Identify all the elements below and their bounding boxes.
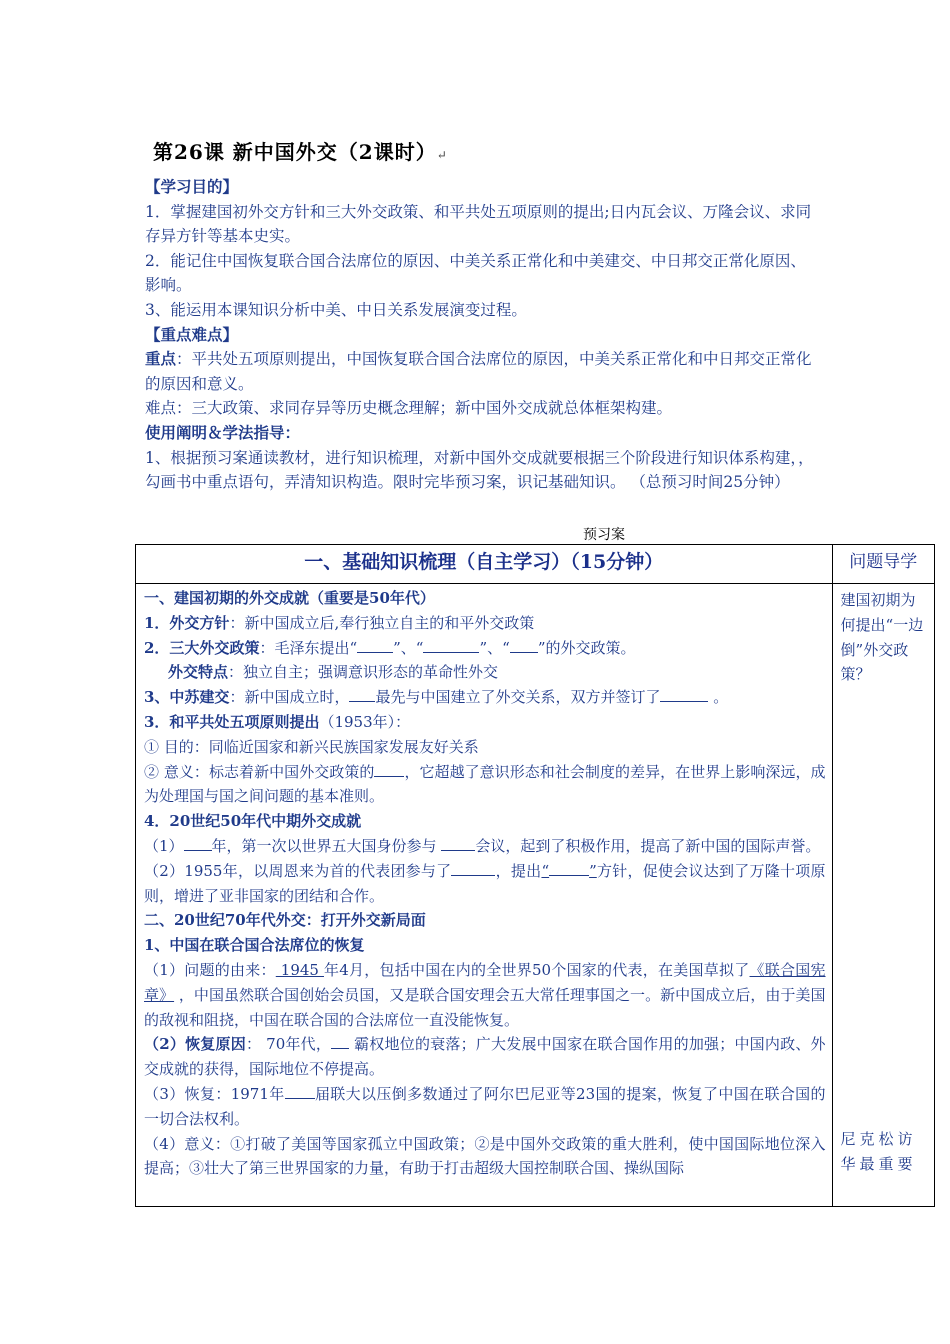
preview-table bbox=[135, 544, 935, 1207]
key-heading: 【重点难点】 bbox=[145, 324, 239, 344]
line-bandung: （2）1955年，以周恩来为首的代表团参与了 ，提出“ ”方针，促使会议达到了万隆十项原则，增进了亚非国家的团结和合作。 bbox=[144, 859, 826, 909]
line-three-policies: 2．三大外交政策：毛泽东提出“ ”、“ ”、“ ”的外交政策。 bbox=[144, 636, 826, 661]
side-cell bbox=[832, 584, 934, 1207]
objective-3: 3、能运用本课知识分析中美、中日关系发展演变过程。 bbox=[145, 300, 527, 319]
key-label: 重点 bbox=[145, 349, 177, 369]
blank[interactable] bbox=[349, 685, 375, 702]
line-reasons: （2）恢复原因： 70年代， 霸权地位的衰落；广大发展中国家在联合国作用的加强；中国内政、外交成就的获得，国际地位不停提高。 bbox=[144, 1032, 826, 1082]
objectives-block bbox=[145, 175, 815, 495]
guide-heading: 使用阐明＆学法指导： bbox=[145, 422, 301, 442]
blank[interactable] bbox=[374, 760, 404, 777]
blank[interactable] bbox=[660, 685, 708, 702]
line-purpose: ① 目的：同临近国家和新兴民族国家发展友好关系 bbox=[144, 737, 479, 756]
blank[interactable] bbox=[423, 636, 479, 653]
table-header: 一、基础知识梳理（自主学习）（15分钟） bbox=[136, 545, 833, 584]
line-origin: （1）问题的由来： 1945 年4月，包括中国在内的全世界50个国家的代表，在美国草拟了《联合国宪章》 ，中国虽然联合国创始会员国，又是联合国安理会五大常任理事国之一。新中国成立后，由于美国的敌视和阻挠，中国在联合国的合法席位一直没能恢复。 bbox=[144, 960, 826, 1029]
preview-caption: 预习案 bbox=[583, 527, 625, 543]
lesson-title: 第26课 新中国外交（2课时）↵ bbox=[153, 140, 448, 164]
line-50s: 4．20世纪50年代中期外交成就 bbox=[144, 812, 362, 831]
line-sino-soviet: 3、中苏建交：新中国成立时， 最先与中国建立了外交关系，双方并签订了 。 bbox=[144, 685, 826, 710]
section-1: 一、建国初期的外交成就（重要是50年代） bbox=[144, 589, 435, 607]
difficulty: 难点：三大政策、求同存异等历史概念理解；新中国外交成就总体框架构建。 bbox=[145, 399, 673, 418]
guide-text: 1、根据预习案通读教材，进行知识梳理，对新中国外交成就要根据三个阶段进行知识体系构建，，勾画书中重点语句，弄清知识构造。限时完毕预习案，识记基础知识。 （总预习时间25分钟） bbox=[145, 448, 814, 492]
section-2: 二、20世纪70年代外交：打开外交新局面 bbox=[144, 911, 426, 930]
objective-2: 2．能记住中国恢复联合国合法席位的原因、中美关系正常化和中美建交、中日邦交正常化原因、影响。 bbox=[145, 251, 806, 295]
line-significance: ② 意义：标志着新中国外交政策的 ，它超越了意识形态和社会制度的差异，在世界上影响深远，成为处理国与国之间问题的基本准则。 bbox=[144, 760, 826, 810]
key-points: 重点：平共处五项原则提出，中国恢复联合国合法席位的原因，中美关系正常化和中日邦交正常化的原因和意义。 bbox=[145, 349, 812, 393]
blank[interactable] bbox=[331, 1032, 349, 1049]
objective-1: 1．掌握建国初外交方针和三大外交政策、和平共处五项原则的提出;日内瓦会议、万隆会议、求同存异方针等基本史实。 bbox=[145, 202, 812, 246]
blank[interactable] bbox=[510, 636, 538, 653]
side-question-1: 建国初期为何提出“一边倒”外交政策？ bbox=[840, 591, 924, 684]
line-features: 外交特点：独立自主；强调意识形态的革命性外交 bbox=[168, 663, 499, 682]
line-meaning: （4）意义：①打破了美国等国家孤立中国政策；②是中国外交政策的重大胜利，使中国国际地位深入提高；③壮大了第三世界国家的力量，有助于打击超级大国控制联合国、操纵国际 bbox=[144, 1134, 826, 1178]
blank[interactable] bbox=[285, 1082, 315, 1099]
blank[interactable] bbox=[549, 859, 589, 876]
subsection-1: 1、中国在联合国合法席位的恢复 bbox=[144, 936, 365, 955]
content-cell bbox=[136, 584, 833, 1207]
side-question-2: 尼克松访华最重要 bbox=[840, 1130, 917, 1173]
blank[interactable] bbox=[357, 636, 393, 653]
line-policy: 1．外交方针：新中国成立后,奉行独立自主的和平外交政策 bbox=[144, 613, 535, 632]
line-geneva: （1） 年，第一次以世界五大国身份参与 会议，起到了积极作用，提高了新中国的国际声誉。 bbox=[144, 834, 826, 859]
blank[interactable] bbox=[451, 859, 495, 876]
line-restore: （3）恢复：1971年 届联大以压倒多数通过了阿尔巴尼亚等23国的提案，恢复了中国在联合国的一切合法权利。 bbox=[144, 1082, 826, 1132]
blank[interactable] bbox=[184, 834, 212, 851]
side-header: 问题导学 bbox=[832, 545, 934, 584]
blank[interactable] bbox=[441, 834, 475, 851]
return-mark: ↵ bbox=[436, 148, 448, 162]
objectives-heading: 【学习目的】 bbox=[145, 177, 239, 196]
line-five-principles: 3．和平共处五项原则提出（1953年）： bbox=[144, 712, 411, 731]
